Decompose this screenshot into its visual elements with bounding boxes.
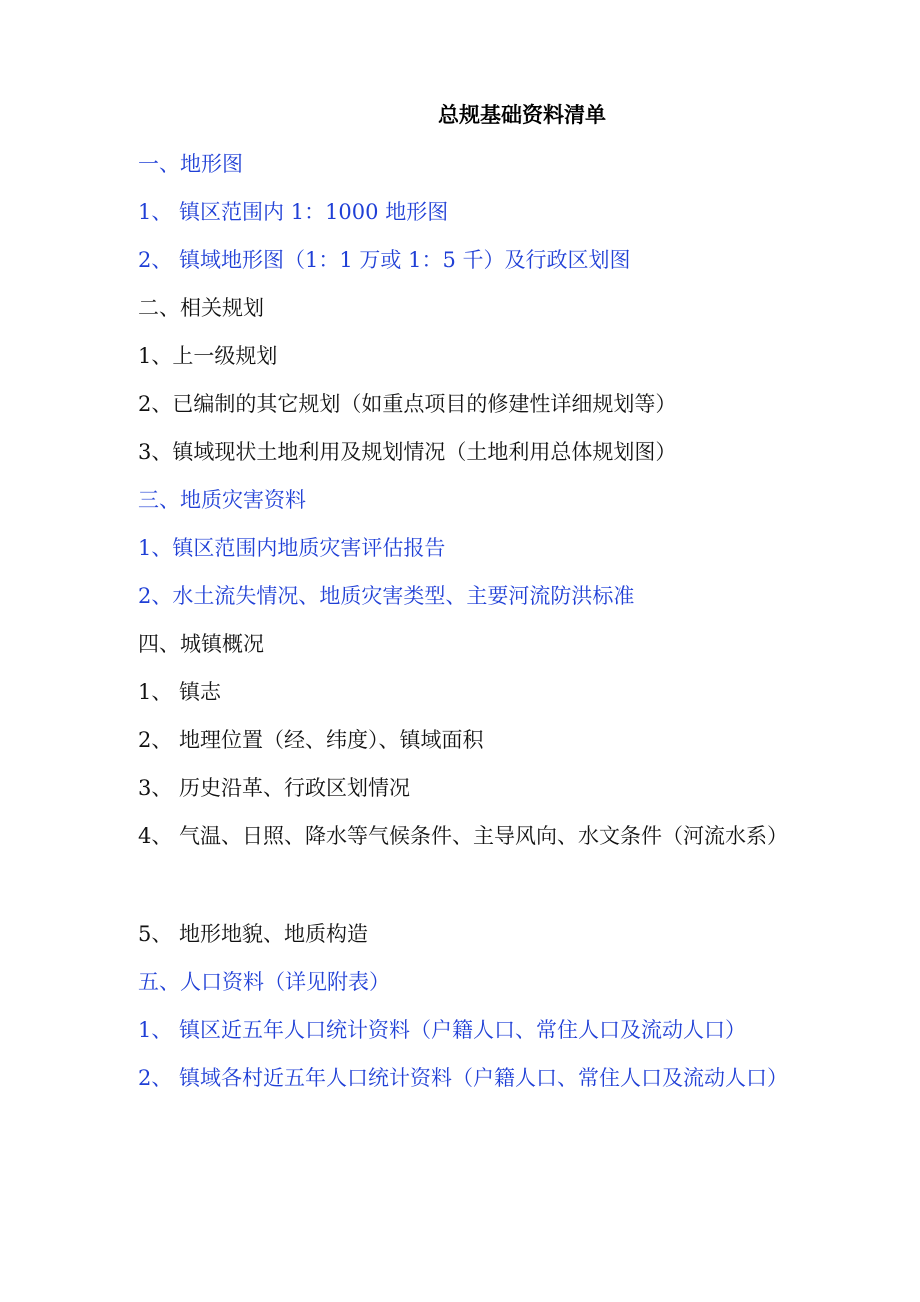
list-item: 2、水土流失情况、地质灾害类型、主要河流防洪标准	[138, 584, 635, 608]
document-title: 总规基础资料清单	[438, 102, 606, 127]
section-5-heading: 五、人口资料（详见附表）	[138, 970, 390, 994]
section-1-heading: 一、地形图	[138, 152, 243, 176]
list-item: 1、 镇区范围内 1：1000 地形图	[138, 200, 449, 224]
list-item: 5、 地形地貌、地质构造	[138, 922, 369, 946]
list-item: 2、已编制的其它规划（如重点项目的修建性详细规划等）	[138, 392, 677, 416]
list-item: 4、 气温、日照、降水等气候条件、主导风向、水文条件（河流水系）	[138, 824, 789, 848]
list-item: 2、 地理位置（经、纬度）、镇域面积	[138, 728, 484, 752]
list-item: 2、 镇域地形图（1：1 万或 1：5 千）及行政区划图	[138, 248, 631, 272]
section-4-heading: 四、城镇概况	[138, 632, 264, 656]
section-2-heading: 二、相关规划	[138, 296, 264, 320]
list-item: 1、 镇区近五年人口统计资料（户籍人口、常住人口及流动人口）	[138, 1018, 747, 1042]
list-item: 3、 历史沿革、行政区划情况	[138, 776, 411, 800]
list-item: 1、 镇志	[138, 680, 222, 704]
section-3-heading: 三、地质灾害资料	[138, 488, 306, 512]
list-item: 1、上一级规划	[138, 344, 278, 368]
list-item: 1、镇区范围内地质灾害评估报告	[138, 536, 446, 560]
list-item: 2、 镇域各村近五年人口统计资料（户籍人口、常住人口及流动人口）	[138, 1066, 789, 1090]
list-item: 3、镇域现状土地利用及规划情况（土地利用总体规划图）	[138, 440, 677, 464]
